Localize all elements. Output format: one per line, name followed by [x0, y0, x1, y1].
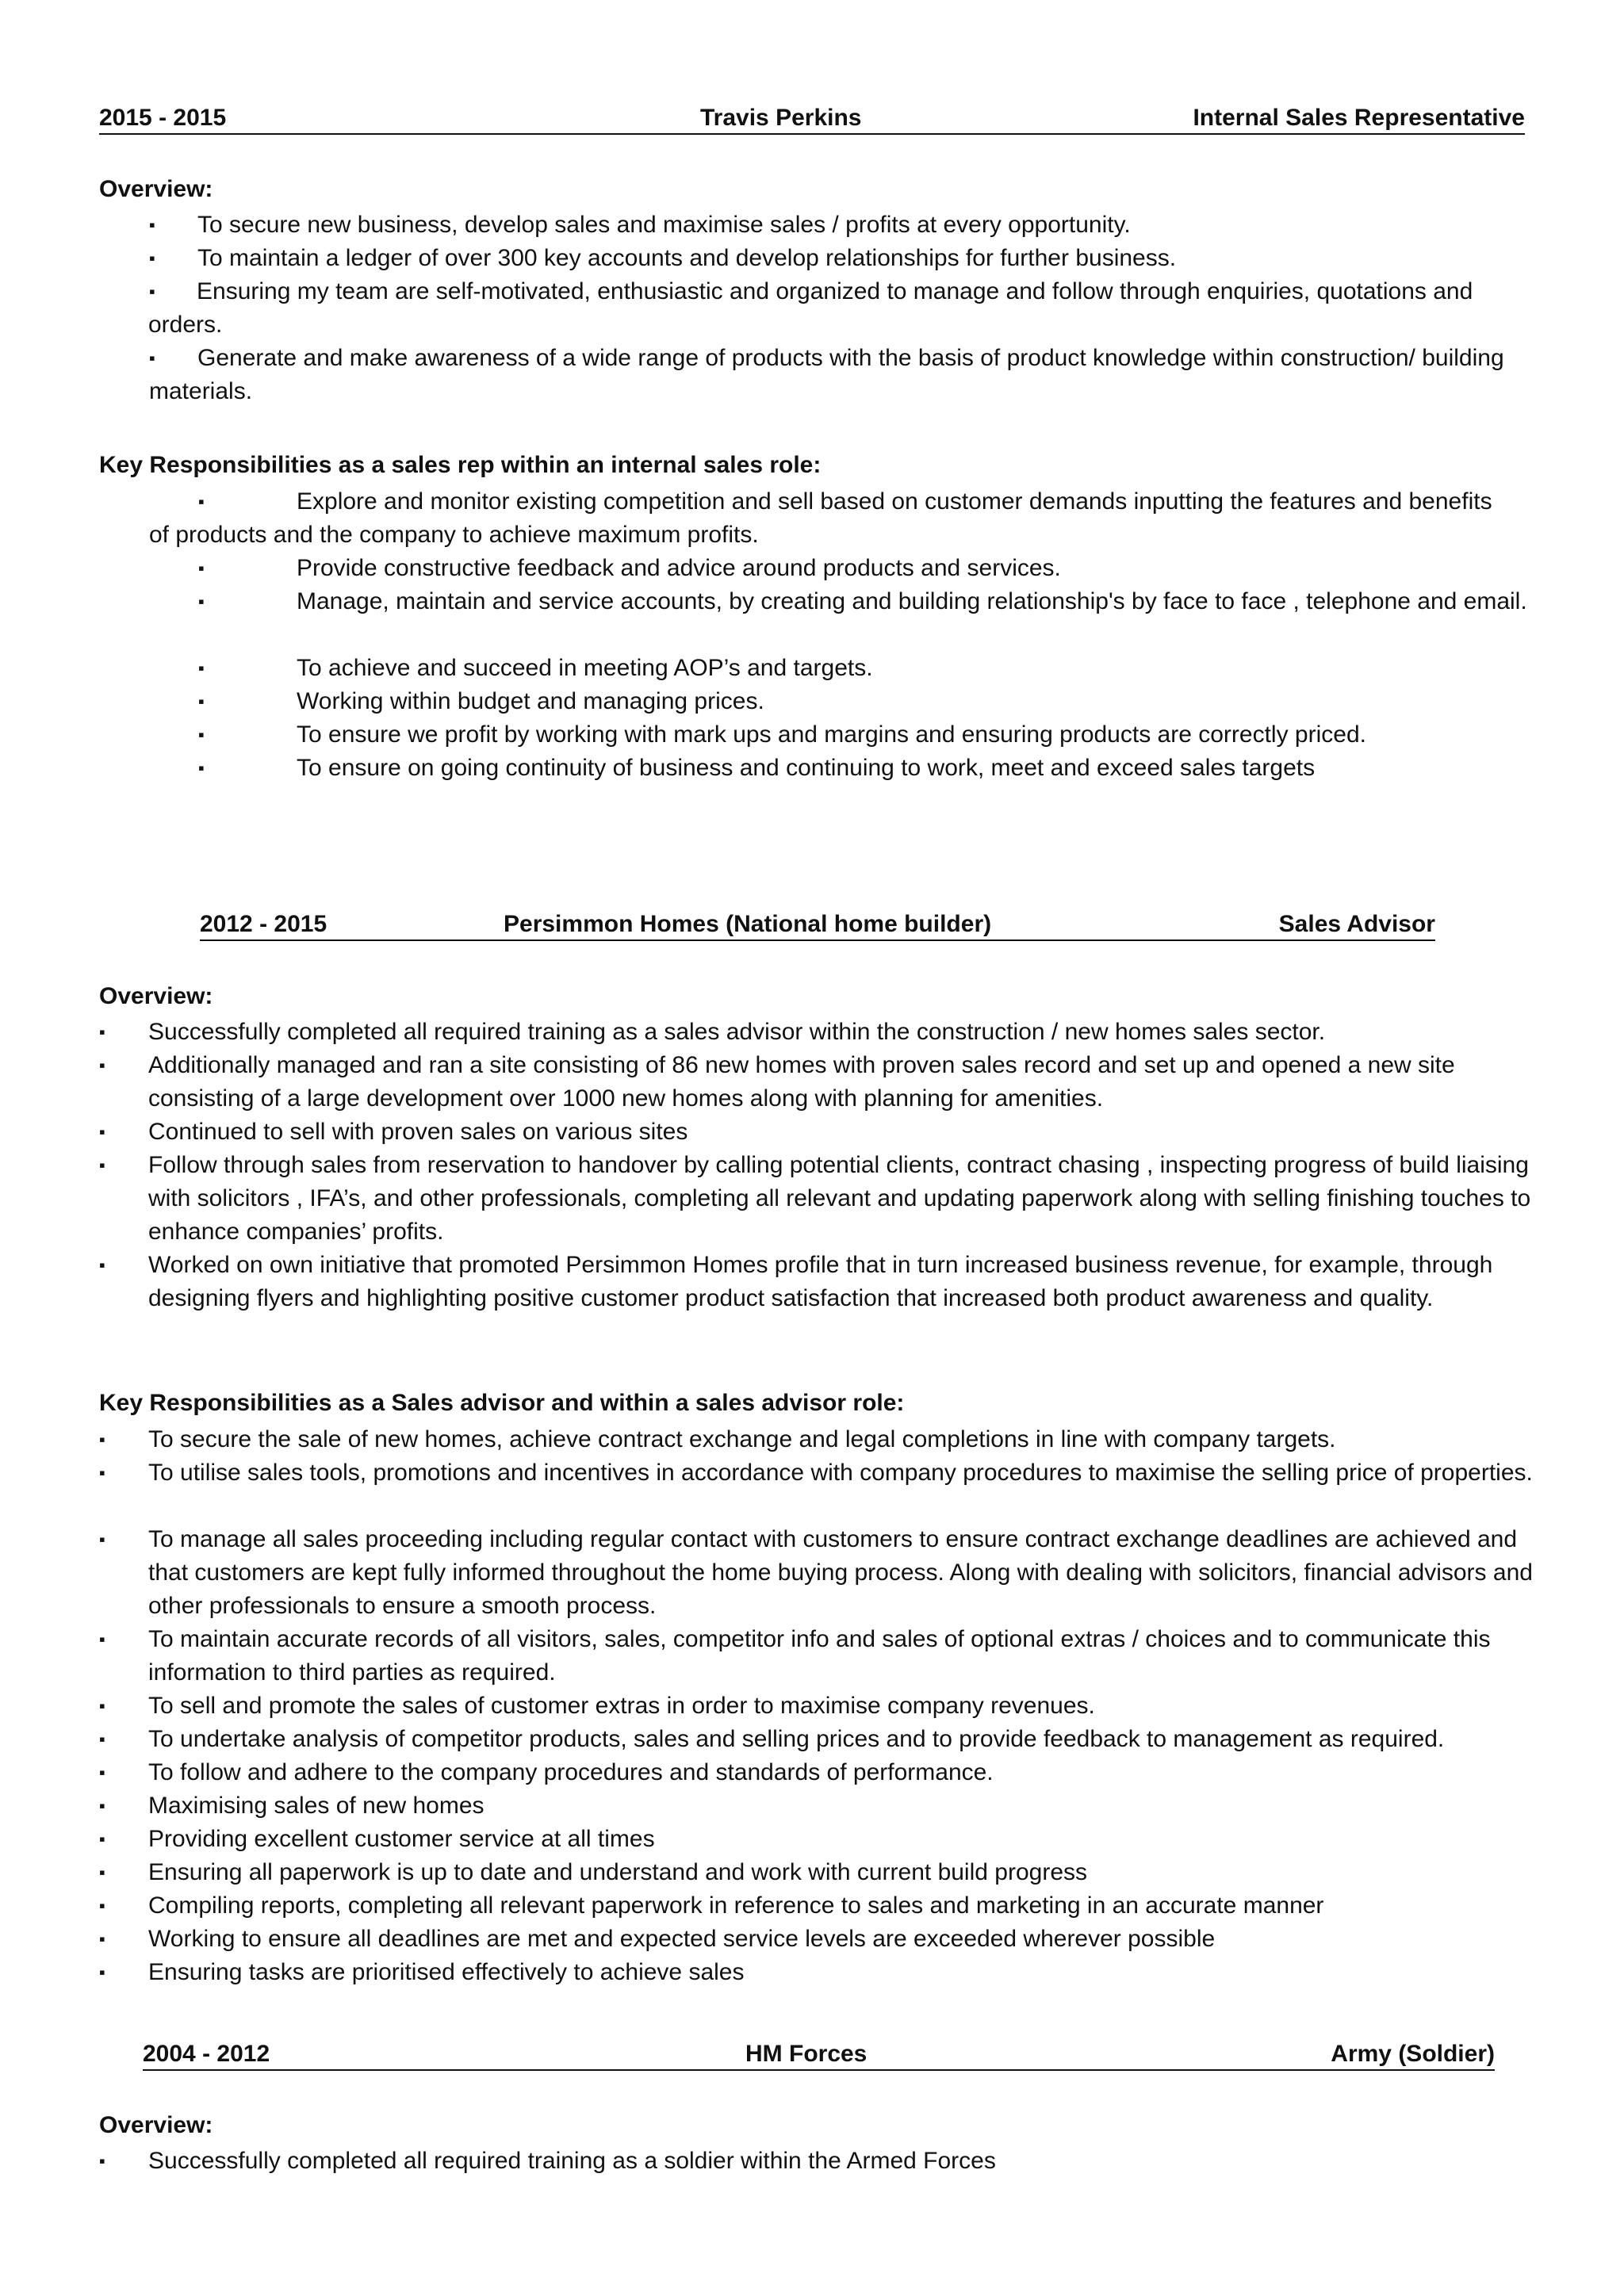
list-item: ▪ Manage, maintain and service accounts, by creating and building relationship's by face to face , telephone and email.	[139, 585, 1530, 618]
list-item: ▪ To ensure on going continuity of business and continuing to work, meet and exceed sales targets	[149, 752, 1545, 785]
list-item: ▪ To secure the sale of new homes, achieve contract exchange and legal completions in line with company targets.	[99, 1423, 1550, 1456]
bullet-icon: ▪	[99, 1896, 105, 1915]
job-header-hm-forces	[143, 2034, 1495, 2071]
list-item: ▪ Providing excellent customer service at all times	[99, 1823, 1550, 1856]
overview-heading: Overview:	[99, 2112, 213, 2138]
list-item: ▪ Worked on own initiative that promoted Persimmon Homes profile that in turn increased business revenue, for example, through designing flyers and highlighting positive customer product satisfaction that increased both product awareness and quality.	[99, 1249, 1550, 1315]
bullet-icon: ▪	[149, 215, 155, 235]
bullet-icon: ▪	[99, 1962, 105, 1982]
bullet-icon: ▪	[99, 1022, 105, 1042]
job-role: Internal Sales Representative	[1193, 105, 1525, 131]
list-item: ▪ To ensure we profit by working with mark ups and margins and ensuring products are correctly priced.	[149, 718, 1545, 752]
overview-heading: Overview:	[99, 176, 213, 202]
list-item: ▪ Maximising sales of new homes	[99, 1789, 1550, 1823]
bullet-icon: ▪	[99, 1929, 105, 1949]
bullet-icon: ▪	[198, 591, 205, 611]
job-company: Travis Perkins	[700, 105, 862, 131]
bullet-icon: ▪	[99, 1055, 105, 1075]
bullet-icon: ▪	[198, 725, 205, 744]
bullet-icon: ▪	[149, 281, 155, 301]
list-item: ▪ Successfully completed all required training as a soldier within the Armed Forces	[99, 2145, 1550, 2178]
bullet-icon: ▪	[99, 1255, 105, 1275]
list-item: ▪ To maintain a ledger of over 300 key accounts and develop relationships for further business.	[149, 242, 1545, 275]
overview-heading: Overview:	[99, 983, 213, 1009]
job-header-travis-perkins	[99, 98, 1525, 135]
bullet-icon: ▪	[99, 1762, 105, 1782]
list-item: ▪ Follow through sales from reservation to handover by calling potential clients, contract chasing , inspecting progress of build liaising with solicitors , IFA’s, and other professionals, completing all relevant and updating paperwork along with selling finishing touches to enhance companies’ profits.	[99, 1149, 1550, 1249]
bullet-icon: ▪	[198, 658, 205, 678]
job-role: Sales Advisor	[1278, 911, 1435, 937]
bullet-icon: ▪	[99, 1796, 105, 1816]
list-item: ▪ To maintain accurate records of all visitors, sales, competitor info and sales of optional extras / choices and to communicate this information to third parties as required.	[99, 1623, 1550, 1689]
bullet-icon: ▪	[99, 1862, 105, 1882]
list-item: ▪ Compiling reports, completing all relevant paperwork in reference to sales and marketing in an accurate manner	[99, 1889, 1550, 1923]
list-item: ▪ To sell and promote the sales of customer extras in order to maximise company revenues.	[99, 1689, 1550, 1723]
list-item: ▪ To follow and adhere to the company procedures and standards of performance.	[99, 1756, 1550, 1789]
bullet-icon: ▪	[99, 1463, 105, 1483]
list-item: ▪ Ensuring my team are self-motivated, enthusiastic and organized to manage and follow through enquiries, quotations and orders.	[149, 275, 1517, 342]
job-company: Persimmon Homes (National home builder)	[504, 911, 992, 937]
list-item: ▪ Continued to sell with proven sales on various sites	[99, 1115, 1550, 1149]
job-dates: 2015 - 2015	[99, 105, 227, 131]
job-header-persimmon-homes	[200, 905, 1435, 941]
list-item: ▪ Additionally managed and ran a site consisting of 86 new homes with proven sales record and set up and opened a new site consisting of a large development over 1000 new homes along with planning for amenities.	[99, 1049, 1550, 1115]
list-item: ▪ Working to ensure all deadlines are met and expected service levels are exceeded wherever possible	[99, 1923, 1550, 1956]
bullet-icon: ▪	[99, 1829, 105, 1849]
job-dates: 2004 - 2012	[143, 2041, 270, 2067]
bullet-icon: ▪	[198, 492, 205, 511]
responsibilities-heading: Key Responsibilities as a Sales advisor and within a sales advisor role:	[99, 1390, 905, 1416]
list-item: ▪ To secure new business, develop sales and maximise sales / profits at every opportunity.	[149, 209, 1545, 242]
responsibilities-heading: Key Responsibilities as a sales rep within an internal sales role:	[99, 452, 822, 478]
bullet-icon: ▪	[99, 1629, 105, 1649]
bullet-icon: ▪	[99, 1155, 105, 1175]
bullet-icon: ▪	[99, 2151, 105, 2171]
list-item: ▪ To utilise sales tools, promotions and incentives in accordance with company procedures to maximise the selling price of properties.	[99, 1456, 1550, 1490]
list-item: ▪ Ensuring all paperwork is up to date and understand and work with current build progress	[99, 1856, 1550, 1889]
bullet-icon: ▪	[198, 558, 205, 578]
bullet-icon: ▪	[99, 1696, 105, 1716]
list-item: ▪ Provide constructive feedback and advice around products and services.	[149, 552, 1545, 585]
list-item: ▪ Explore and monitor existing competition and sell based on customer demands inputting the features and benefits of products and the company to achieve maximum profits.	[149, 485, 1497, 552]
job-dates: 2012 - 2015	[200, 911, 327, 937]
bullet-icon: ▪	[99, 1429, 105, 1449]
bullet-icon: ▪	[198, 758, 205, 778]
list-item: ▪ Generate and make awareness of a wide range of products with the basis of product knowledge within construction/ building materials.	[149, 342, 1517, 408]
list-item: ▪ Successfully completed all required training as a sales advisor within the construction / new homes sales sector.	[99, 1016, 1550, 1049]
bullet-icon: ▪	[99, 1529, 105, 1549]
bullet-icon: ▪	[99, 1729, 105, 1749]
list-item: ▪ Working within budget and managing prices.	[149, 685, 1545, 718]
bullet-icon: ▪	[198, 691, 205, 711]
bullet-icon: ▪	[149, 248, 155, 268]
list-item: ▪ To manage all sales proceeding including regular contact with customers to ensure contract exchange deadlines are achieved and that customers are kept fully informed throughout the home buying process. Along with dealing with solicitors, financial advisors and other professionals to ensure a smooth process.	[99, 1523, 1550, 1623]
job-company: HM Forces	[745, 2041, 868, 2067]
list-item: ▪ To undertake analysis of competitor products, sales and selling prices and to provide feedback to management as required.	[99, 1723, 1606, 1756]
job-role: Army (Soldier)	[1331, 2041, 1495, 2067]
bullet-icon: ▪	[149, 348, 155, 368]
bullet-icon: ▪	[99, 1122, 105, 1142]
list-item: ▪ Ensuring tasks are prioritised effectively to achieve sales	[99, 1956, 1550, 1989]
list-item: ▪ To achieve and succeed in meeting AOP’s and targets.	[149, 652, 1545, 685]
